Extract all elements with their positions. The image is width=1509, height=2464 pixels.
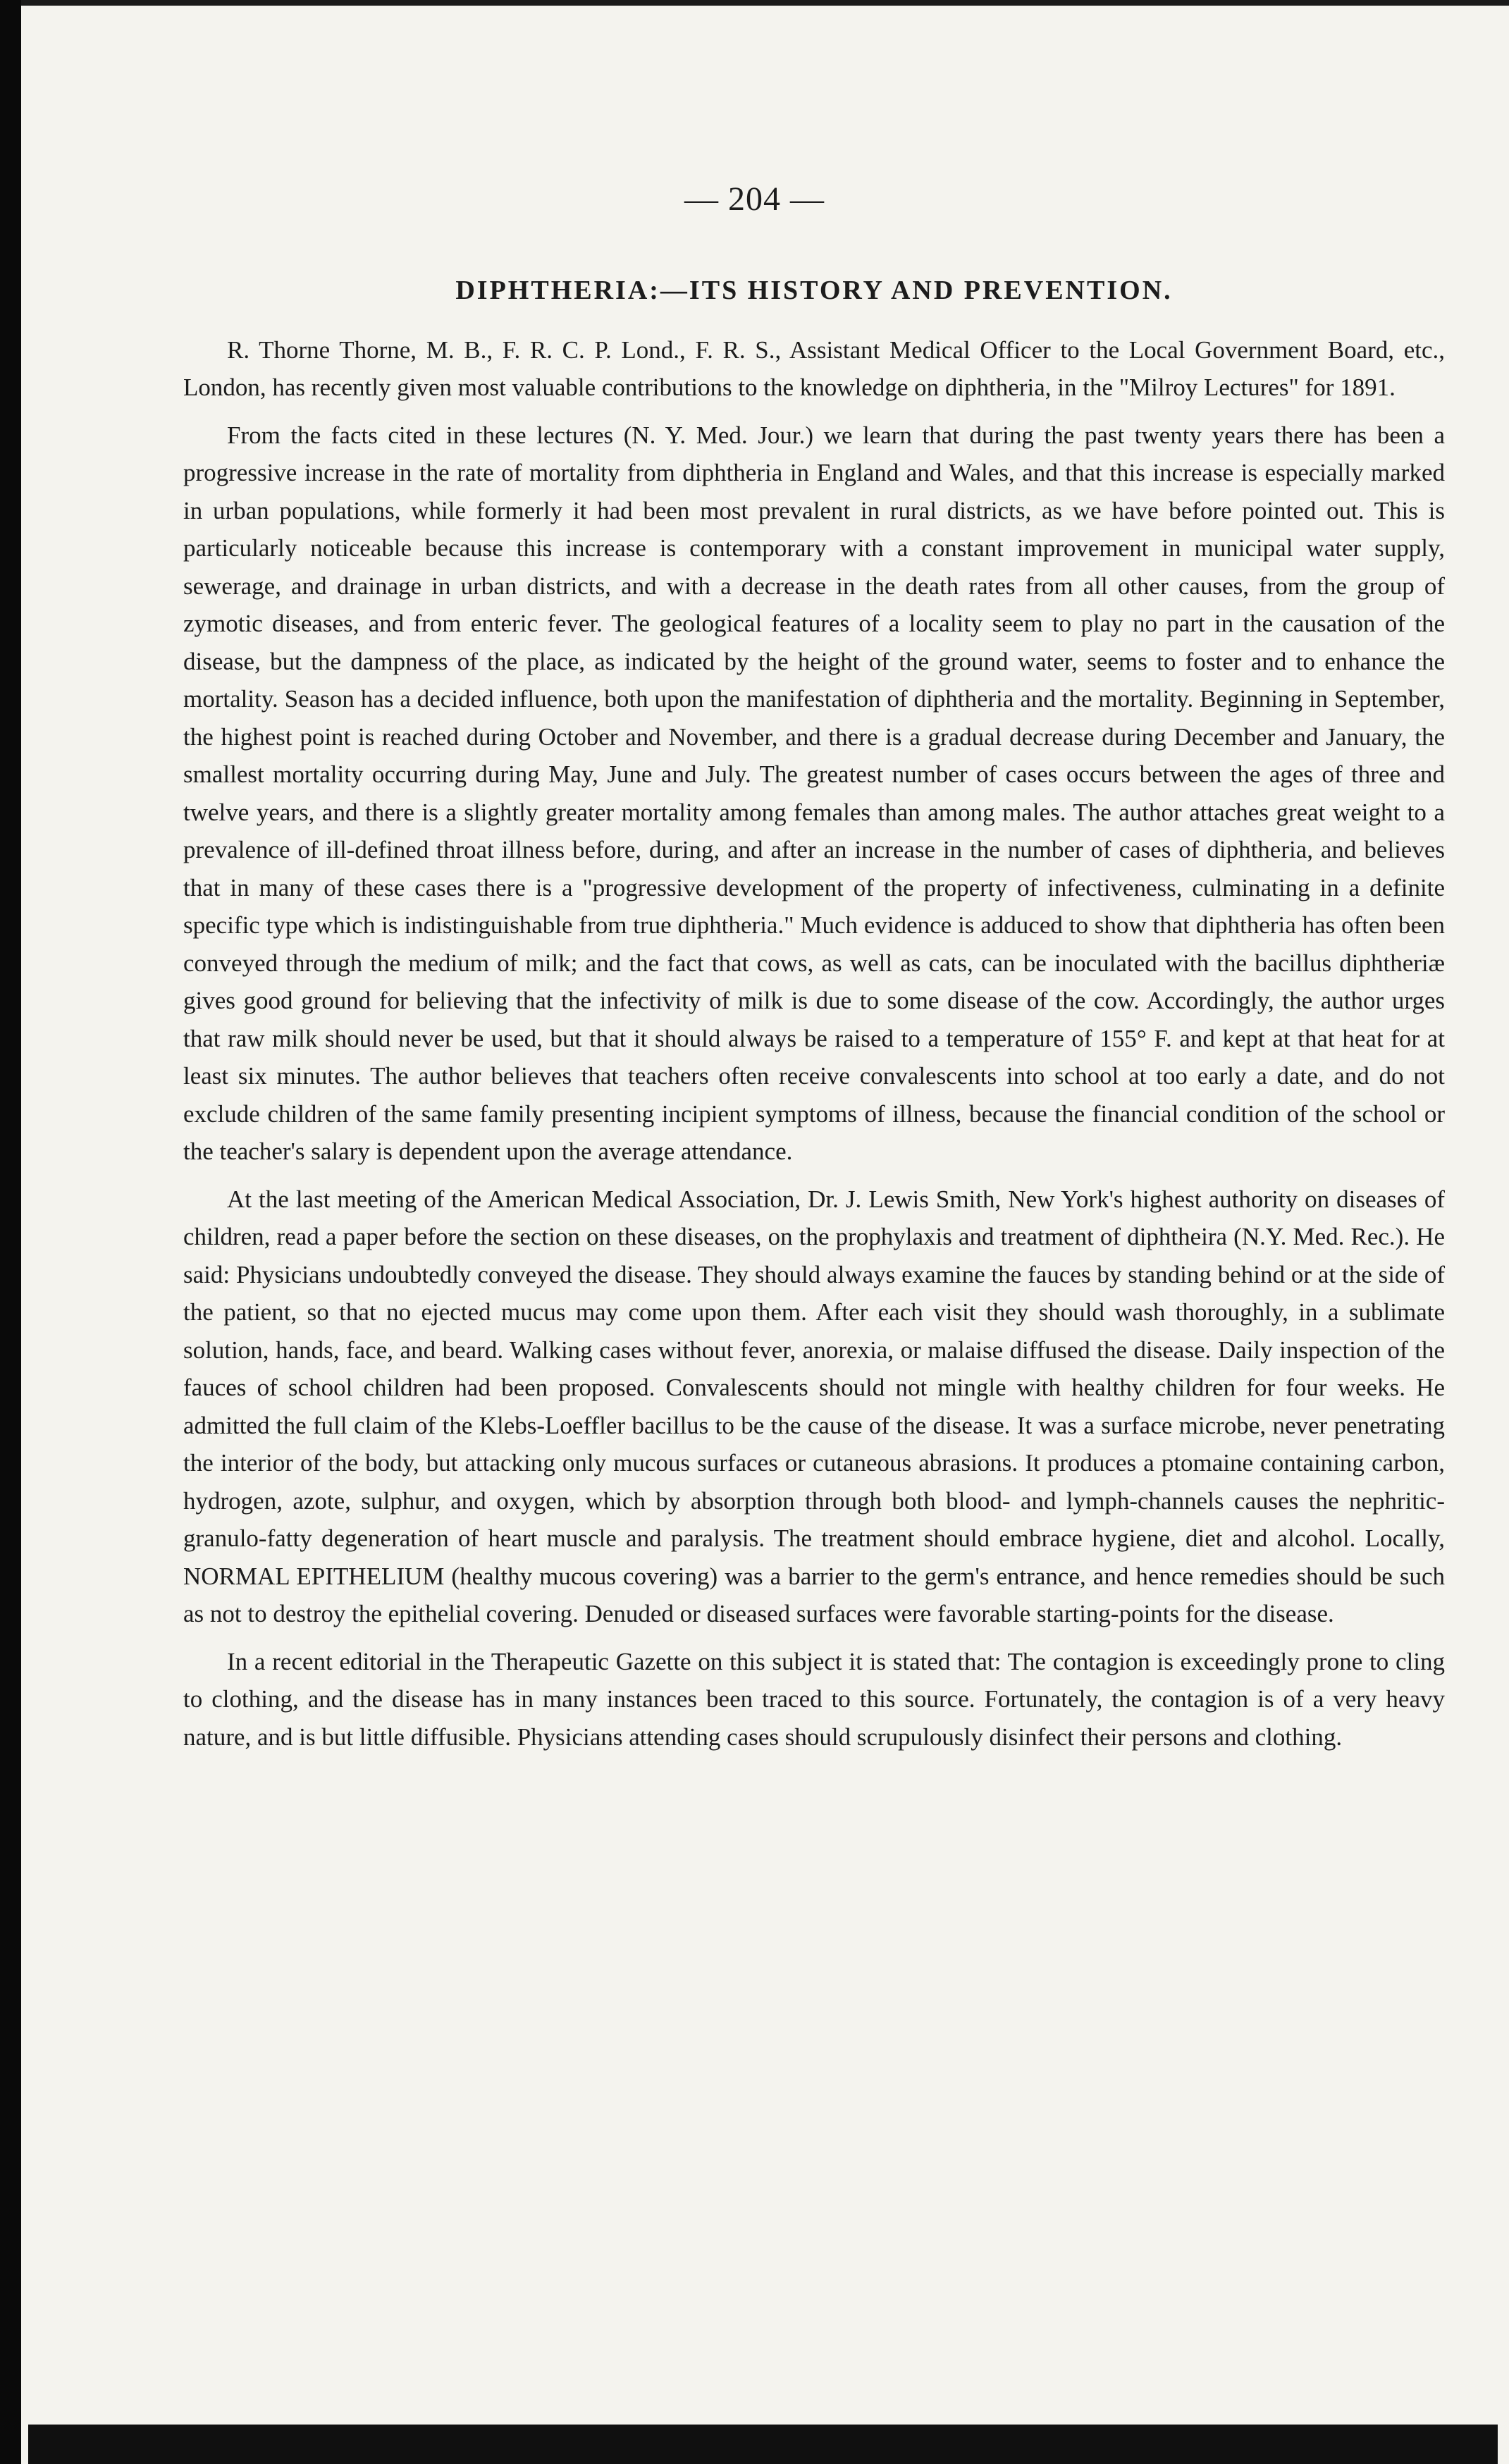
article-title: DIPHTHERIA:—ITS HISTORY AND PREVENTION. (455, 276, 1173, 305)
scan-bottom-band (28, 2425, 1498, 2464)
scan-left-edge (0, 0, 21, 2464)
paragraph-therapeutic-gazette: In a recent editorial in the Therapeutic Gazette on this subject it is stated that: The contagion is exceedingly prone to cling to clothing, and the disease has in many instances been traced to this source. Fortunately, the contagion is of a very heavy nature, and is but little diffusible. Physicians attending cases should scrupulously disinfect their persons and clothing. (183, 1647, 1445, 1751)
article-body (183, 275, 1445, 1756)
page-number: — 204 — (684, 180, 825, 218)
paragraph-ama-meeting: At the last meeting of the American Medical Association, Dr. J. Lewis Smith, New York's highest authority on diseases of children, read a paper before the section on these diseases, on the prophylaxis and treatment of diphtheira (N.Y. Med. Rec.). He said: Physicians undoubtedly conveyed the disease. They should always examine the fauces by standing behind or at the side of the patient, so that no ejected mucus may come upon them. After each visit they should wash thoroughly, in a sublimate solution, hands, face, and beard. Walking cases without fever, anorexia, or malaise diffused the disease. Daily inspection of the fauces of school children had been proposed. Convalescents should not mingle with healthy children for four weeks. He admitted the full claim of the Klebs-Loeffler bacillus to be the cause of the disease. It was a surface microbe, never penetrating the interior of the body, but attacking only mucous surfaces or cutaneous abrasions. It produces a ptomaine containing carbon, hydrogen, azote, sulphur, and oxygen, which by absorption through both blood- and lymph-channels causes the nephritic-granulo-fatty degeneration of heart muscle and paralysis. The treatment should embrace hygiene, diet and alcohol. Locally, NORMAL EPITHELIUM (healthy mucous covering) was a barrier to the germ's entrance, and hence remedies should be such as not to destroy the epithelial covering. Denuded or diseased surfaces were favorable starting-points for the disease. (183, 1185, 1445, 1628)
scan-top-rule (21, 0, 1509, 6)
paragraph-milroy-lectures: From the facts cited in these lectures (N. Y. Med. Jour.) we learn that during the past twenty years there has been a progressive increase in the rate of mortality from diphtheria in England and Wales, and that this increase is especially marked in urban populations, while formerly it had been most prevalent in rural districts, as we have before pointed out. This is particularly noticeable because this increase is contemporary with a constant improvement in municipal water supply, sewerage, and drainage in urban districts, and with a decrease in the death rates from all other causes, from the group of zymotic diseases, and from enteric fever. The geological features of a locality seem to play no part in the causation of the disease, but the dampness of the place, as indicated by the height of the ground water, seems to foster and to enhance the mortality. Season has a decided influence, both upon the manifestation of diphtheria and the mortality. Beginning in September, the highest point is reached during October and November, and there is a gradual decrease during December and January, the smallest mortality occurring during May, June and July. The greatest number of cases occurs between the ages of three and twelve years, and there is a slightly greater mortality among females than among males. The author attaches great weight to a prevalence of ill-defined throat illness before, during, and after an increase in the number of cases of diphtheria, and believes that in many of these cases there is a "progressive development of the property of infectiveness, culminating in a definite specific type which is indistinguishable from true diphtheria." Much evidence is adduced to show that diphtheria has often been conveyed through the medium of milk; and the fact that cows, as well as cats, can be inoculated with the bacillus diphtheriæ gives good ground for believing that the infectivity of milk is due to some disease of the cow. Accordingly, the author urges that raw milk should never be used, but that it should always be raised to a temperature of 155° F. and kept at that heat for at least six minutes. The author believes that teachers often receive convalescents into school at too early a date, and do not exclude children of the same family presenting incipient symptoms of illness, because the financial condition of the school or the teacher's salary is dependent upon the average attendance. (183, 421, 1445, 1166)
paragraph-thorne-intro: R. Thorne Thorne, M. B., F. R. C. P. Lond., F. R. S., Assistant Medical Officer to the Local Government Board, etc., London, has recently given most valuable contributions to the knowledge on diphtheria, in the "Milroy Lectures" for 1891. (183, 335, 1445, 402)
